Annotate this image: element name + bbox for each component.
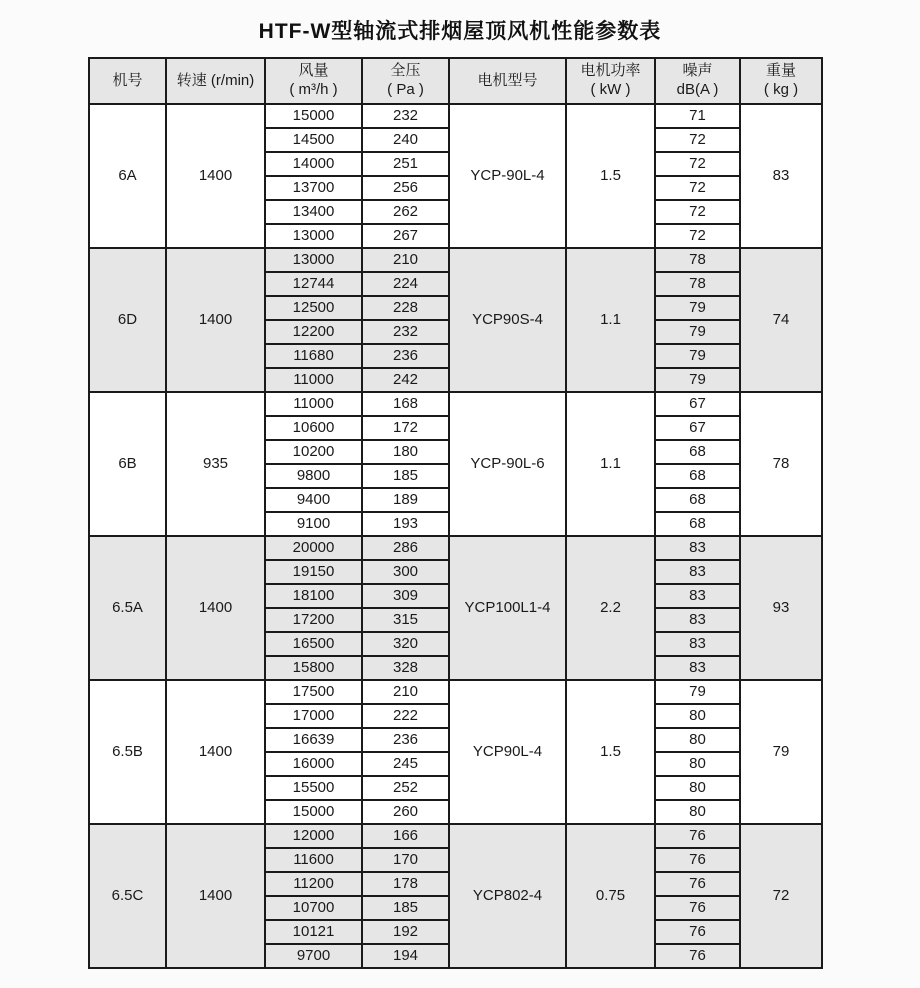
- header-label: 重量: [765, 62, 796, 80]
- cell-pressure: 245: [362, 752, 449, 776]
- cell-flow: 13700: [265, 176, 362, 200]
- cell-pressure: 328: [362, 656, 449, 680]
- column-header-flow: [265, 58, 362, 104]
- cell-flow: 9400: [265, 488, 362, 512]
- cell-weight: 78: [740, 392, 822, 536]
- cell-flow: 13000: [265, 224, 362, 248]
- cell-flow: 12000: [265, 824, 362, 848]
- cell-pressure: 256: [362, 176, 449, 200]
- cell-flow: 16500: [265, 632, 362, 656]
- column-header-speed: [166, 58, 265, 104]
- column-header-weight: [740, 58, 822, 104]
- cell-pressure: 228: [362, 296, 449, 320]
- cell-noise: 71: [655, 104, 740, 128]
- cell-speed: 1400: [166, 104, 265, 248]
- cell-flow: 10200: [265, 440, 362, 464]
- table-row: [89, 248, 822, 272]
- cell-noise: 68: [655, 464, 740, 488]
- cell-flow: 15000: [265, 800, 362, 824]
- cell-pressure: 315: [362, 608, 449, 632]
- cell-pressure: 236: [362, 728, 449, 752]
- cell-pressure: 189: [362, 488, 449, 512]
- cell-weight: 74: [740, 248, 822, 392]
- cell-weight: 93: [740, 536, 822, 680]
- cell-pressure: 300: [362, 560, 449, 584]
- cell-model: 6.5B: [89, 680, 166, 824]
- cell-noise: 83: [655, 656, 740, 680]
- cell-noise: 76: [655, 872, 740, 896]
- cell-flow: 15000: [265, 104, 362, 128]
- header-unit: ( kW ): [590, 81, 631, 98]
- cell-pressure: 193: [362, 512, 449, 536]
- cell-pressure: 252: [362, 776, 449, 800]
- cell-flow: 12500: [265, 296, 362, 320]
- cell-noise: 80: [655, 800, 740, 824]
- cell-noise: 79: [655, 680, 740, 704]
- cell-weight: 79: [740, 680, 822, 824]
- cell-pressure: 267: [362, 224, 449, 248]
- cell-flow: 17500: [265, 680, 362, 704]
- header-unit: ( kg ): [763, 81, 799, 98]
- cell-flow: 9800: [265, 464, 362, 488]
- cell-pressure: 232: [362, 320, 449, 344]
- cell-pressure: 320: [362, 632, 449, 656]
- cell-motor: YCP90S-4: [449, 248, 566, 392]
- cell-motor: YCP-90L-4: [449, 104, 566, 248]
- cell-noise: 72: [655, 152, 740, 176]
- cell-flow: 11000: [265, 392, 362, 416]
- cell-noise: 72: [655, 224, 740, 248]
- column-header-noise: [655, 58, 740, 104]
- cell-power: 2.2: [566, 536, 655, 680]
- column-header-model: [89, 58, 166, 104]
- cell-noise: 68: [655, 512, 740, 536]
- header-label: 噪声: [682, 62, 713, 80]
- cell-noise: 76: [655, 920, 740, 944]
- cell-pressure: 180: [362, 440, 449, 464]
- cell-noise: 79: [655, 344, 740, 368]
- cell-model: 6A: [89, 104, 166, 248]
- cell-noise: 78: [655, 248, 740, 272]
- cell-flow: 11680: [265, 344, 362, 368]
- cell-noise: 80: [655, 752, 740, 776]
- cell-pressure: 194: [362, 944, 449, 968]
- cell-pressure: 170: [362, 848, 449, 872]
- cell-flow: 15800: [265, 656, 362, 680]
- cell-noise: 80: [655, 704, 740, 728]
- cell-power: 0.75: [566, 824, 655, 968]
- cell-motor: YCP90L-4: [449, 680, 566, 824]
- cell-pressure: 260: [362, 800, 449, 824]
- cell-flow: 20000: [265, 536, 362, 560]
- cell-noise: 80: [655, 728, 740, 752]
- cell-flow: 12744: [265, 272, 362, 296]
- cell-model: 6D: [89, 248, 166, 392]
- cell-pressure: 222: [362, 704, 449, 728]
- cell-speed: 1400: [166, 680, 265, 824]
- cell-flow: 10700: [265, 896, 362, 920]
- column-header-motor: [449, 58, 566, 104]
- cell-noise: 68: [655, 440, 740, 464]
- cell-flow: 12200: [265, 320, 362, 344]
- cell-pressure: 236: [362, 344, 449, 368]
- cell-pressure: 240: [362, 128, 449, 152]
- cell-noise: 68: [655, 488, 740, 512]
- cell-noise: 76: [655, 848, 740, 872]
- cell-pressure: 251: [362, 152, 449, 176]
- cell-pressure: 232: [362, 104, 449, 128]
- table-row: [89, 392, 822, 416]
- cell-power: 1.5: [566, 680, 655, 824]
- cell-noise: 83: [655, 632, 740, 656]
- header-label: 全压: [390, 62, 421, 80]
- cell-weight: 83: [740, 104, 822, 248]
- header-label: 转速 (r/min): [176, 71, 255, 89]
- page-title: HTF-W型轴流式排烟屋顶风机性能参数表: [258, 20, 662, 43]
- cell-flow: 14500: [265, 128, 362, 152]
- header-label: 电机型号: [477, 71, 538, 89]
- cell-noise: 83: [655, 536, 740, 560]
- cell-motor: YCP802-4: [449, 824, 566, 968]
- cell-flow: 17200: [265, 608, 362, 632]
- cell-model: 6B: [89, 392, 166, 536]
- cell-speed: 1400: [166, 536, 265, 680]
- cell-power: 1.1: [566, 392, 655, 536]
- cell-pressure: 168: [362, 392, 449, 416]
- header-unit: dB(A ): [676, 81, 719, 98]
- header-label: 机号: [112, 71, 143, 89]
- table-row: [89, 536, 822, 560]
- cell-noise: 67: [655, 416, 740, 440]
- cell-power: 1.5: [566, 104, 655, 248]
- column-header-pressure: [362, 58, 449, 104]
- cell-flow: 9700: [265, 944, 362, 968]
- cell-flow: 16000: [265, 752, 362, 776]
- cell-flow: 9100: [265, 512, 362, 536]
- table-row: [89, 824, 822, 848]
- cell-flow: 11000: [265, 368, 362, 392]
- cell-speed: 935: [166, 392, 265, 536]
- table-row: [89, 104, 822, 128]
- cell-noise: 72: [655, 176, 740, 200]
- cell-flow: 18100: [265, 584, 362, 608]
- header-unit: ( m³/h ): [289, 81, 338, 98]
- cell-noise: 76: [655, 944, 740, 968]
- cell-model: 6.5C: [89, 824, 166, 968]
- cell-pressure: 262: [362, 200, 449, 224]
- cell-speed: 1400: [166, 248, 265, 392]
- fan-spec-table: [88, 57, 823, 969]
- cell-pressure: 224: [362, 272, 449, 296]
- cell-pressure: 166: [362, 824, 449, 848]
- header-unit: ( Pa ): [387, 81, 424, 98]
- cell-pressure: 242: [362, 368, 449, 392]
- cell-power: 1.1: [566, 248, 655, 392]
- table-body: [89, 104, 822, 968]
- cell-flow: 16639: [265, 728, 362, 752]
- cell-noise: 83: [655, 608, 740, 632]
- cell-flow: 14000: [265, 152, 362, 176]
- cell-flow: 11600: [265, 848, 362, 872]
- header-row: [89, 58, 822, 104]
- cell-noise: 79: [655, 296, 740, 320]
- cell-noise: 80: [655, 776, 740, 800]
- cell-noise: 72: [655, 128, 740, 152]
- cell-flow: 15500: [265, 776, 362, 800]
- cell-pressure: 309: [362, 584, 449, 608]
- cell-pressure: 185: [362, 896, 449, 920]
- cell-flow: 17000: [265, 704, 362, 728]
- cell-speed: 1400: [166, 824, 265, 968]
- cell-motor: YCP-90L-6: [449, 392, 566, 536]
- cell-flow: 11200: [265, 872, 362, 896]
- cell-pressure: 210: [362, 248, 449, 272]
- cell-weight: 72: [740, 824, 822, 968]
- cell-pressure: 172: [362, 416, 449, 440]
- cell-noise: 76: [655, 824, 740, 848]
- cell-pressure: 192: [362, 920, 449, 944]
- cell-noise: 83: [655, 584, 740, 608]
- table-header: [89, 58, 822, 104]
- cell-noise: 83: [655, 560, 740, 584]
- cell-motor: YCP100L1-4: [449, 536, 566, 680]
- cell-pressure: 178: [362, 872, 449, 896]
- cell-model: 6.5A: [89, 536, 166, 680]
- cell-noise: 79: [655, 320, 740, 344]
- header-label: 电机功率: [580, 62, 641, 80]
- cell-flow: 13400: [265, 200, 362, 224]
- cell-flow: 13000: [265, 248, 362, 272]
- cell-pressure: 286: [362, 536, 449, 560]
- cell-pressure: 210: [362, 680, 449, 704]
- cell-pressure: 185: [362, 464, 449, 488]
- cell-noise: 79: [655, 368, 740, 392]
- cell-flow: 10600: [265, 416, 362, 440]
- column-header-power: [566, 58, 655, 104]
- table-row: [89, 680, 822, 704]
- cell-noise: 72: [655, 200, 740, 224]
- cell-noise: 67: [655, 392, 740, 416]
- cell-flow: 19150: [265, 560, 362, 584]
- header-label: 风量: [298, 62, 329, 80]
- cell-noise: 78: [655, 272, 740, 296]
- cell-flow: 10121: [265, 920, 362, 944]
- cell-noise: 76: [655, 896, 740, 920]
